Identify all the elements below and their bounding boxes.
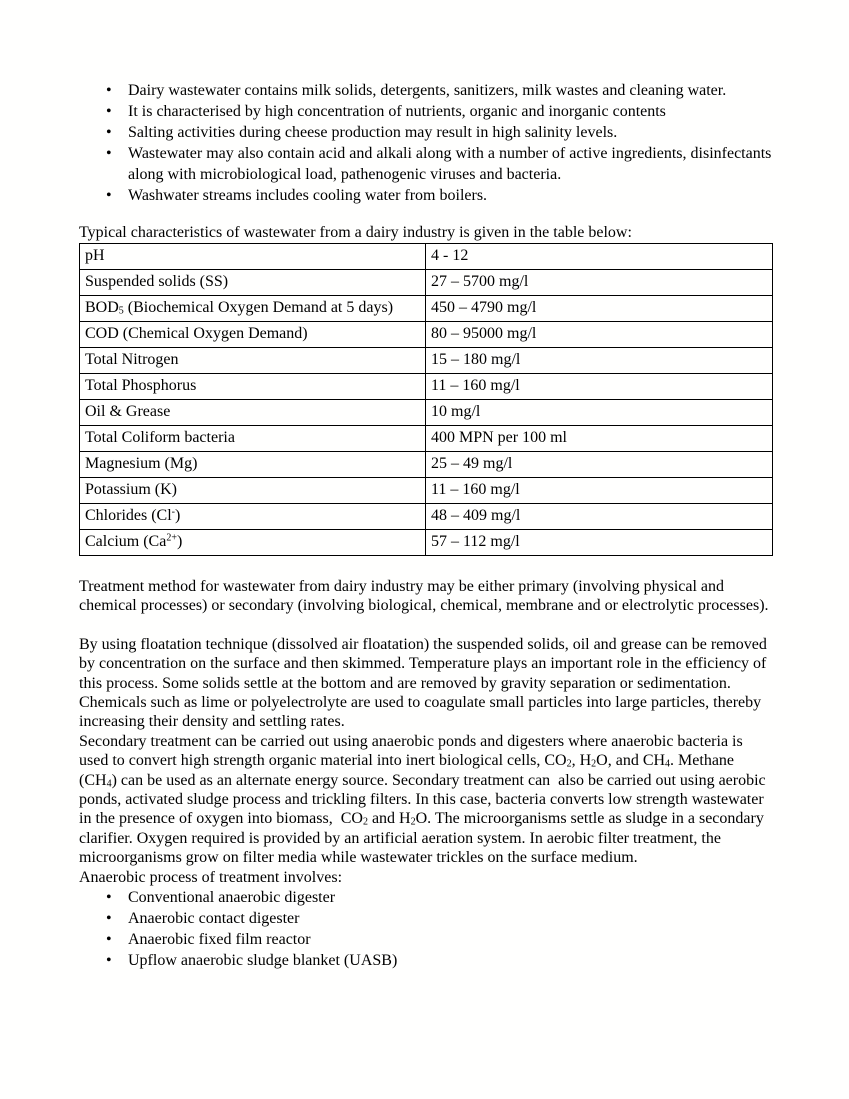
table-intro-text: Typical characteristics of wastewater from a dairy industry is given in the table below: [79, 224, 632, 241]
value-cell: 57 – 112 mg/l [426, 530, 773, 556]
document-content [79, 80, 776, 971]
parameter-cell: Suspended solids (SS) [80, 270, 426, 296]
table-row [80, 478, 773, 504]
table-row [80, 452, 773, 478]
parameter-cell: Chlorides (Cl-) [80, 504, 426, 530]
value-cell: 27 – 5700 mg/l [426, 270, 773, 296]
table-row [80, 322, 773, 348]
table-row [80, 400, 773, 426]
paragraph: Chemicals such as lime or polyelectrolyte are used to coagulate small particles into large particles, thereby increasing their density and settling rates. [79, 694, 766, 731]
anaerobic-bullet-item: • Anaerobic fixed film reactor [79, 929, 773, 950]
paragraph: By using floatation technique (dissolved air floatation) the suspended solids, oil and grease can be removed by concentration on the surface and then skimmed. Temperature plays an important role in the efficiency of this process. Some solids settle at the bottom and are removed by gravity separation or sedimentation. [79, 635, 771, 692]
intro-bullet-item: • Dairy wastewater contains milk solids, detergents, sanitizers, milk wastes and cleaning water. [79, 80, 773, 101]
body-paragraphs [79, 635, 773, 887]
table-row [80, 296, 773, 322]
table-body [80, 244, 773, 556]
parameter-cell: Total Phosphorus [80, 374, 426, 400]
table-row [80, 244, 773, 270]
table-row [80, 530, 773, 556]
parameter-cell: COD (Chemical Oxygen Demand) [80, 322, 426, 348]
paragraph: Secondary treatment can be carried out using anaerobic ponds and digesters where anaerobic bacteria is used to convert high strength organic material into inert biological cells, $CO_2$, $H_2O$, and $CH_4$. Methane $(CH_4)$ can be used as an alternate energy source. Secondary treatment can also be carried out using aerobic ponds, activated sludge process and trickling filters. In this case, bacteria converts low strength wastewater in the presence of oxygen into biomass, $CO_2$ and $H_2O$. The microorganisms settle as sludge in a secondary clarifier. Oxygen required is provided by an artificial aeration system. In aerobic filter treatment, the microorganisms grow on filter media while wastewater trickles on the surface medium. [79, 732, 770, 867]
parameter-cell: Magnesium (Mg) [80, 452, 426, 478]
value-cell: 11 – 160 mg/l [426, 374, 773, 400]
paragraph: Anaerobic process of treatment involves: [79, 868, 343, 886]
parameter-cell: Calcium $(Ca^{2+})$ [80, 530, 426, 556]
value-cell: 25 – 49 mg/l [426, 452, 773, 478]
table-row [80, 426, 773, 452]
intro-bullet-item: • Wastewater may also contain acid and alkali along with a number of active ingredients, disinfectants along with microbiological load, pathenogenic viruses and bacteria. [79, 143, 773, 185]
anaerobic-bullet-list [79, 887, 773, 971]
anaerobic-bullet-item: • Upflow anaerobic sludge blanket (UASB) [79, 950, 773, 971]
parameter-cell: Total Coliform bacteria [80, 426, 426, 452]
value-cell: 80 – 95000 mg/l [426, 322, 773, 348]
value-cell: 450 – 4790 mg/l [426, 296, 773, 322]
treatment-method-paragraph: Treatment method for wastewater from dairy industry may be either primary (involving physical and chemical processes) or secondary (involving biological, chemical, membrane and or electrolytic processes). [79, 578, 769, 615]
table-row [80, 504, 773, 530]
parameter-cell: Oil & Grease [80, 400, 426, 426]
table-row [80, 348, 773, 374]
parameter-cell: Total Nitrogen [80, 348, 426, 374]
parameter-cell: $BOD_5$ (Biochemical Oxygen Demand at 5 days) [80, 296, 426, 322]
value-cell: 10 mg/l [426, 400, 773, 426]
value-cell: 11 – 160 mg/l [426, 478, 773, 504]
parameter-cell: pH [80, 244, 426, 270]
value-cell: 15 – 180 mg/l [426, 348, 773, 374]
intro-bullet-item: • Salting activities during cheese production may result in high salinity levels. [79, 122, 773, 143]
anaerobic-bullet-item: • Anaerobic contact digester [79, 908, 773, 929]
anaerobic-bullet-item: • Conventional anaerobic digester [79, 887, 773, 908]
value-cell: 4 - 12 [426, 244, 773, 270]
parameter-cell: Potassium (K) [80, 478, 426, 504]
table-row [80, 374, 773, 400]
table-row [80, 270, 773, 296]
intro-bullet-item: • Washwater streams includes cooling water from boilers. [79, 185, 773, 206]
intro-bullet-list [79, 80, 776, 206]
value-cell: 48 – 409 mg/l [426, 504, 773, 530]
intro-bullet-item: • It is characterised by high concentration of nutrients, organic and inorganic contents [79, 101, 773, 122]
value-cell: 400 MPN per 100 ml [426, 426, 773, 452]
wastewater-characteristics-table [79, 243, 773, 556]
